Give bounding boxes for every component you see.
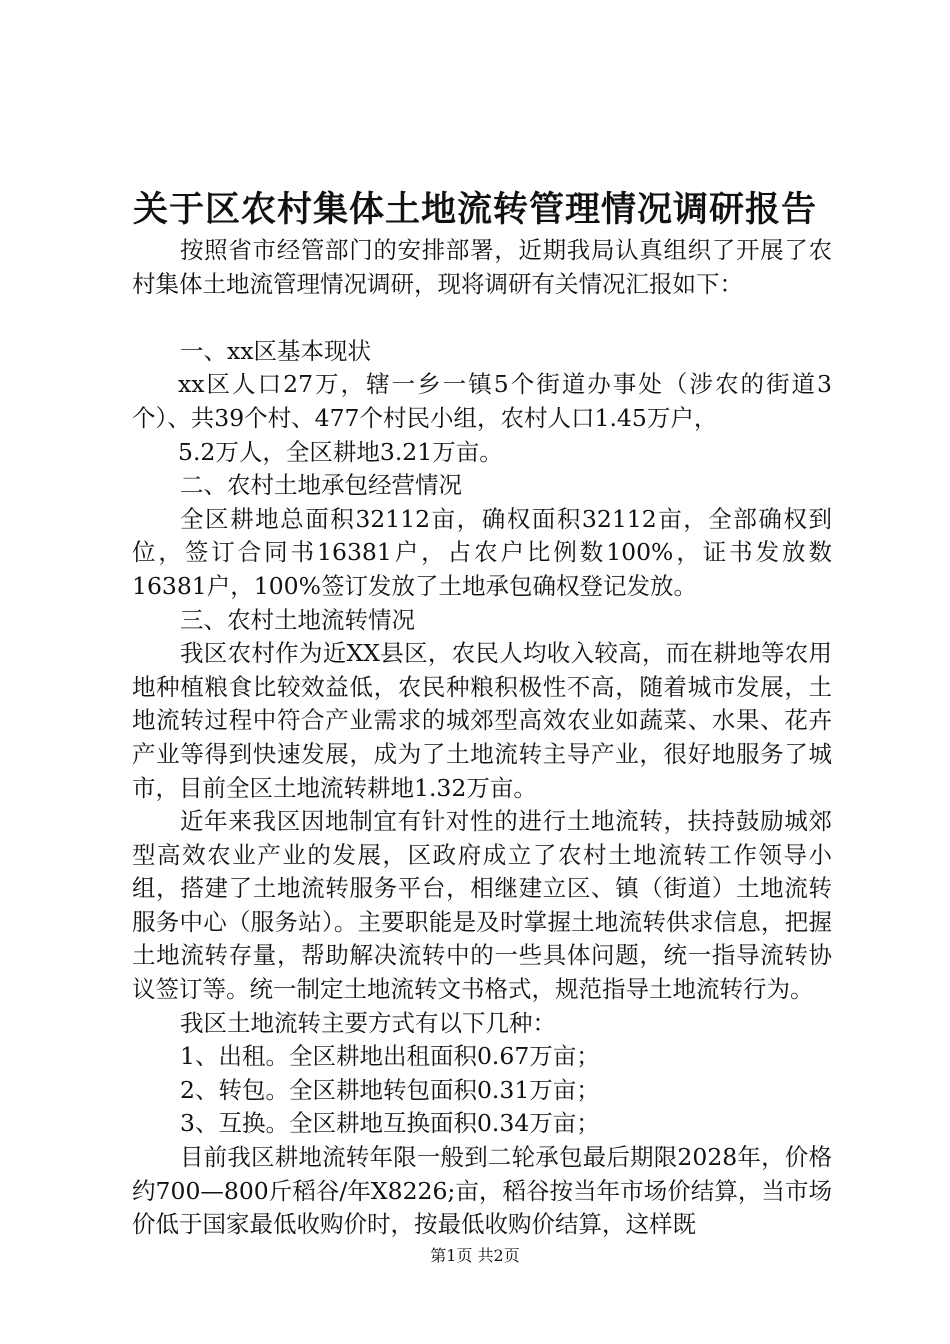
section-heading-2: 二、农村土地承包经营情况	[180, 471, 462, 500]
body-paragraph: 近年来我区因地制宜有针对性的进行土地流转，扶持鼓励城郊型高效农业产业的发展，区政府成立了农村土地流转工作领导小组，搭建了土地流转服务平台，相继建立区、镇（街道）土地流转服务中心（服务站）。主要职能是及时掌握土地流转供求信息，把握土地流转存量，帮助解决流转中的一些具体问题，统一指导流转协议签订等。统一制定土地流转文书格式，规范指导土地流转行为。	[132, 807, 832, 1004]
blank-line	[132, 301, 832, 335]
section-heading-3: 三、农村土地流转情况	[180, 605, 415, 634]
section-heading-1: 一、xx区基本现状	[180, 336, 372, 365]
list-item: 2、转包。全区耕地转包面积0.31万亩；	[180, 1075, 600, 1104]
list-item: 3、互换。全区耕地互换面积0.34万亩；	[180, 1109, 600, 1138]
document-body	[132, 234, 832, 1242]
body-paragraph: 我区农村作为近XX县区，农民人均收入较高，而在耕地等农用地种植粮食比较效益低，农民种粮积极性不高，随着城市发展，土地流转过程中符合产业需求的城郊型高效农业如蔬菜、水果、花卉产业等得到快速发展，成为了土地流转主导产业，很好地服务了城市，目前全区土地流转耕地1.32万亩。	[132, 639, 832, 802]
intro-paragraph: 按照省市经管部门的安排部署，近期我局认真组织了开展了农村集体土地流管理情况调研，现将调研有关情况汇报如下：	[132, 236, 832, 298]
body-paragraph: 我区土地流转主要方式有以下几种：	[180, 1008, 556, 1037]
body-paragraph: 目前我区耕地流转年限一般到二轮承包最后期限2028年，价格约700—800斤稻谷/年X8226;亩，稻谷按当年市场价结算，当市场价低于国家最低收购价时，按最低收购价结算，这样既	[132, 1143, 832, 1239]
document-title: 关于区农村集体土地流转管理情况调研报告	[132, 189, 817, 230]
body-paragraph: 5.2万人，全区耕地3.21万亩。	[178, 437, 503, 466]
list-item: 1、出租。全区耕地出租面积0.67万亩；	[180, 1042, 600, 1071]
page-footer: 第1页 共2页	[430, 1246, 520, 1265]
body-paragraph: xx区人口27万，辖一乡一镇5个街道办事处（涉农的街道3个）、共39个村、477个村民小组，农村人口1.45万户，	[132, 370, 832, 432]
body-paragraph: 全区耕地总面积32112亩，确权面积32112亩，全部确权到位，签订合同书16381户，占农户比例数100%，证书发放数16381户，100%签订发放了土地承包确权登记发放。	[132, 504, 832, 600]
